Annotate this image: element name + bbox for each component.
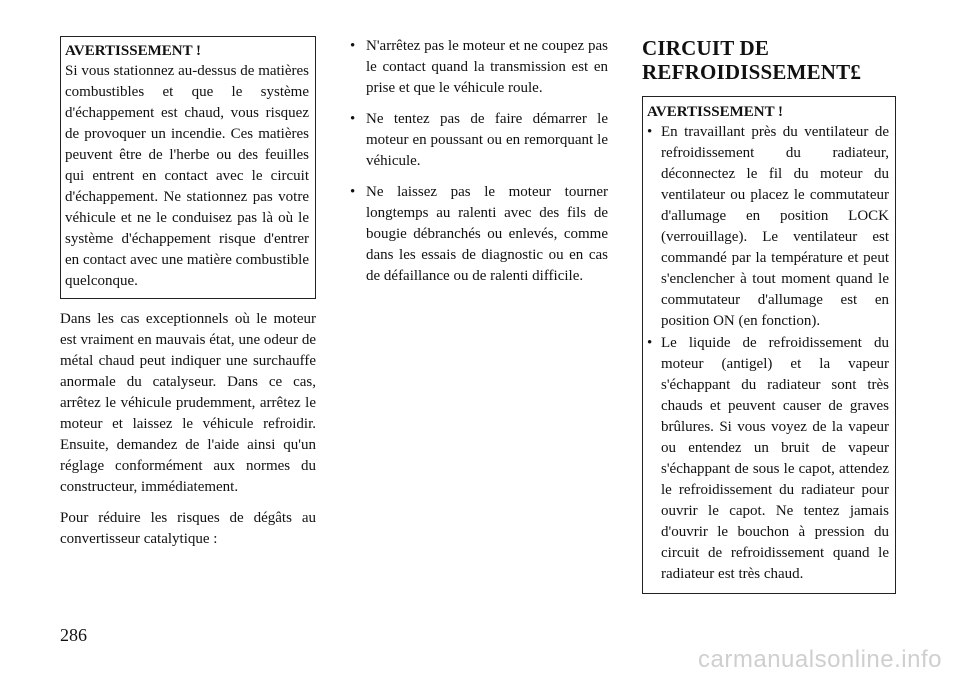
paragraph-catalytic-intro: Pour réduire les risques de dégâts au convertisseur catalytique :	[60, 510, 316, 547]
list-item	[350, 36, 608, 99]
list-item	[350, 109, 608, 172]
paragraph-hot-metal-odor: Dans les cas exceptionnels où le moteur est vraiment en mauvais état, une odeur de métal chaud peut indiquer une surchauffe anormale du catalyseur. Dans ce cas, arrêtez le véhicule prudemment, arrêtez le moteur et laissez le véhicule refroidir. Ensuite, demandez de l'aide ainsi qu'un réglage conformément aux normes du constructeur, immédiatement.	[60, 311, 316, 495]
list-item	[647, 122, 889, 332]
page-number: 286	[60, 625, 87, 645]
section-title-line2: REFROIDISSEMENT£	[642, 60, 862, 84]
warning-text: Si vous stationnez au-dessus de matières combustibles et que le système d'échappement est chaud, vous risquez de provoquer un incendie. Ces matières peuvent être de l'herbe ou des feuilles qui entrent en contact avec le circuit d'échappement. Ne stationnez pas votre véhicule et ne le conduisez pas là où le système d'échappement risque d'entrer en contact avec une matière combustible quelconque.	[65, 63, 309, 289]
list-item-text: Le liquide de refroidissement du moteur (antigel) et la vapeur s'échappant du radiateur sont très chauds et peuvent causer de graves brûlures. Si vous voyez de la vapeur ou entendez un bruit de vapeur s'échappant de sous le capot, attendez le refroidissement du radiateur pour ouvrir le capot. Ne tentez jamais d'ouvrir le bouchon à pression du circuit de refroidissement quand le radiateur est très chaud.	[661, 335, 889, 582]
list-item-text: N'arrêtez pas le moteur et ne coupez pas le contact quand la transmission est en prise et que le véhicule roule.	[366, 38, 608, 96]
warning-box-cooling	[642, 96, 896, 594]
list-item-text: En travaillant près du ventilateur de refroidissement du radiateur, déconnectez le fil du moteur du ventilateur ou placez le commutateur d'allumage en position LOCK (verrouillage). Le ventilateur est commandé par la température et peut s'enclencher à tout moment quand le commutateur d'allumage est en position ON (en fonction).	[661, 124, 889, 329]
watermark: carmanualsonline.info	[698, 646, 942, 673]
warning-title: AVERTISSEMENT !	[647, 104, 784, 120]
bullet-icon: •	[350, 38, 356, 54]
warning-title: AVERTISSEMENT !	[65, 43, 202, 59]
cooling-warning-list	[647, 122, 889, 585]
list-item	[647, 333, 889, 585]
section-title-line1: CIRCUIT DE	[642, 36, 770, 60]
list-item-text: Ne tentez pas de faire démarrer le moteur en poussant ou en remorquant le véhicule.	[366, 111, 608, 169]
warning-box-exhaust	[60, 36, 316, 299]
bullet-icon: •	[350, 111, 356, 127]
column-right	[642, 36, 896, 594]
bullet-icon: •	[647, 124, 653, 140]
column-left	[60, 36, 316, 550]
section-title	[642, 36, 896, 84]
bullet-icon: •	[647, 335, 653, 351]
bullet-icon: •	[350, 184, 356, 200]
list-item-text: Ne laissez pas le moteur tourner longtemps au ralenti avec des fils de bougie débranchés ou enlevés, comme dans les essais de diagnostic ou en cas de défaillance ou de ralenti difficile.	[366, 184, 608, 284]
catalytic-tips-list	[350, 36, 608, 287]
column-middle	[350, 36, 608, 297]
list-item	[350, 182, 608, 287]
